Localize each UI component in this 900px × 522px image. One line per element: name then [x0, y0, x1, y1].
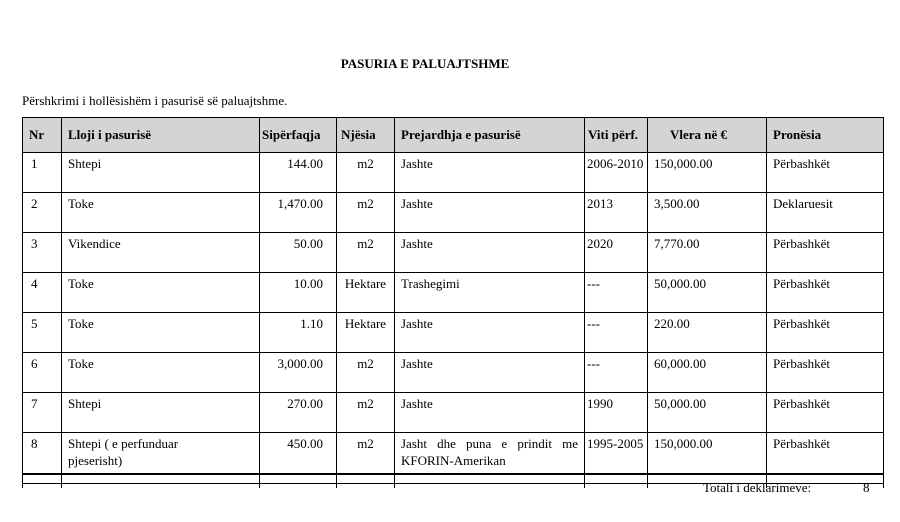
cell-type: Shtepi ( e perfunduar pjeserisht): [62, 433, 260, 484]
cell-origin: Jasht dhe puna e prindit me KFORIN-Amerikan: [395, 433, 585, 484]
column-header-area: Sipërfaqja: [260, 118, 337, 153]
cell-type: Shtepi: [62, 393, 260, 433]
cell-year: ---: [585, 353, 648, 393]
total-label: Totali i deklarimeve:: [703, 480, 812, 495]
cell-year: ---: [585, 273, 648, 313]
cell-area: 10.00: [260, 273, 337, 313]
cell-value: 50,000.00: [648, 273, 767, 313]
cell-ownership: Deklaruesit: [767, 193, 884, 233]
table-header-row: [23, 118, 884, 153]
cell-ownership: Përbashkët: [767, 153, 884, 193]
column-header-unit: Njësia: [337, 118, 395, 153]
table-row: [23, 273, 884, 313]
cell-origin: Jashte: [395, 233, 585, 273]
table-row: [23, 313, 884, 353]
column-header-value: Vlera në €: [648, 118, 767, 153]
cell-nr: 3: [23, 233, 62, 273]
cell-ownership: Përbashkët: [767, 233, 884, 273]
cell-year: 1990: [585, 393, 648, 433]
column-header-nr: Nr: [23, 118, 62, 153]
column-header-origin: Prejardhja e pasurisë: [395, 118, 585, 153]
column-header-ownership: Pronësia: [767, 118, 884, 153]
column-header-type: Lloji i pasurisë: [62, 118, 260, 153]
cell-area: 270.00: [260, 393, 337, 433]
cell-value: 3,500.00: [648, 193, 767, 233]
column-header-year: Viti përf.: [585, 118, 648, 153]
cell-ownership: Përbashkët: [767, 353, 884, 393]
total-value: 8: [863, 480, 870, 495]
cell-year: 2006-2010: [585, 153, 648, 193]
cell-ownership: Përbashkët: [767, 273, 884, 313]
cell-year: ---: [585, 313, 648, 353]
cell-nr: 7: [23, 393, 62, 433]
cell-unit: Hektare: [337, 273, 395, 313]
cell-nr: 5: [23, 313, 62, 353]
table-row: [23, 233, 884, 273]
table-row: [23, 393, 884, 433]
page-title: PASURIA E PALUAJTSHME: [340, 56, 510, 71]
cell-area: 1,470.00: [260, 193, 337, 233]
table-row: [23, 433, 884, 484]
property-table: [22, 117, 884, 488]
cell-area: 1.10: [260, 313, 337, 353]
cell-unit: m2: [337, 193, 395, 233]
cell-year: 1995-2005: [585, 433, 648, 484]
cell-origin: Jashte: [395, 153, 585, 193]
cell-origin: Trashegimi: [395, 273, 585, 313]
table-bottom-rule: [22, 473, 883, 475]
cell-unit: m2: [337, 233, 395, 273]
cell-value: 150,000.00: [648, 433, 767, 484]
cell-type: Toke: [62, 353, 260, 393]
cell-origin: Jashte: [395, 313, 585, 353]
table-row: [23, 193, 884, 233]
cell-nr: 4: [23, 273, 62, 313]
cell-unit: m2: [337, 393, 395, 433]
table-row: [23, 153, 884, 193]
cell-type: Toke: [62, 273, 260, 313]
cell-nr: 2: [23, 193, 62, 233]
cell-type: Toke: [62, 313, 260, 353]
cell-origin: Jashte: [395, 393, 585, 433]
cell-ownership: Përbashkët: [767, 313, 884, 353]
cell-type: Toke: [62, 193, 260, 233]
cell-value: 50,000.00: [648, 393, 767, 433]
cell-area: 450.00: [260, 433, 337, 484]
cell-unit: Hektare: [337, 313, 395, 353]
cell-unit: m2: [337, 153, 395, 193]
cell-ownership: Përbashkët: [767, 433, 884, 484]
cell-origin: Jashte: [395, 193, 585, 233]
cell-nr: 6: [23, 353, 62, 393]
cell-value: 7,770.00: [648, 233, 767, 273]
cell-unit: m2: [337, 353, 395, 393]
cell-nr: 8: [23, 433, 62, 484]
cell-type: Shtepi: [62, 153, 260, 193]
cell-area: 3,000.00: [260, 353, 337, 393]
cell-value: 60,000.00: [648, 353, 767, 393]
cell-value: 150,000.00: [648, 153, 767, 193]
cell-area: 50.00: [260, 233, 337, 273]
cell-year: 2020: [585, 233, 648, 273]
table-row: [23, 353, 884, 393]
cell-unit: m2: [337, 433, 395, 484]
cell-ownership: Përbashkët: [767, 393, 884, 433]
cell-area: 144.00: [260, 153, 337, 193]
cell-year: 2013: [585, 193, 648, 233]
cell-nr: 1: [23, 153, 62, 193]
cell-type: Vikendice: [62, 233, 260, 273]
section-description: Përshkrimi i hollësishëm i pasurisë së paluajtshme.: [22, 93, 288, 108]
cell-origin: Jashte: [395, 353, 585, 393]
cell-value: 220.00: [648, 313, 767, 353]
